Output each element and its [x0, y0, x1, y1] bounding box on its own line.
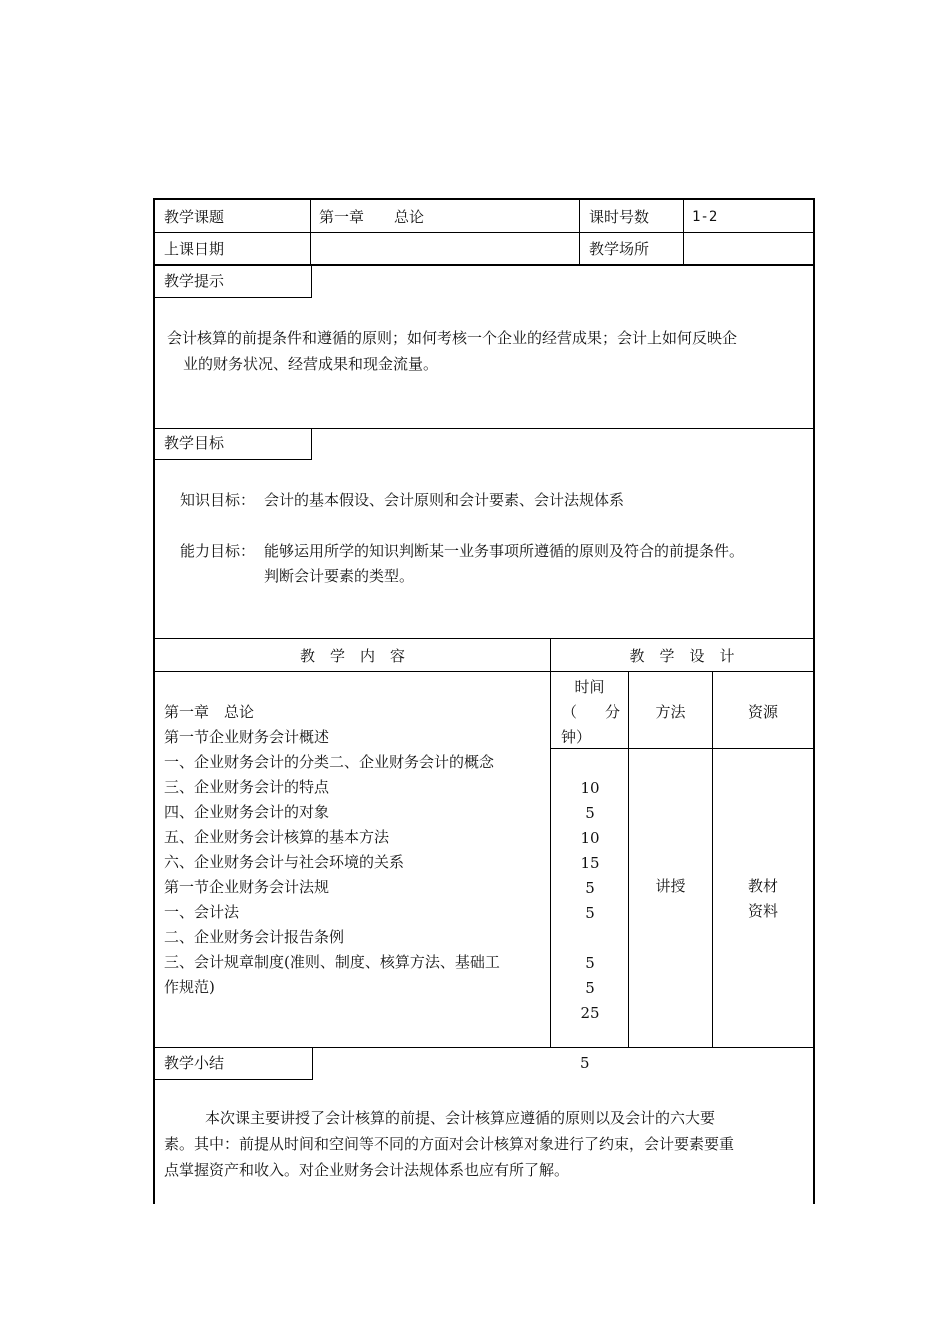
time-value: 15 [580, 854, 600, 872]
knowledge-text: 会计的基本假设、会计原则和会计要素、会计法规体系 [264, 491, 625, 509]
tips-label-box [155, 266, 312, 298]
time-value: 5 [585, 904, 595, 922]
time-header-unit: 分 [605, 703, 621, 721]
content-line: 三、企业财务会计的特点 [164, 778, 330, 796]
lesson-plan-table [153, 198, 815, 1204]
content-line: 一、会计法 [164, 903, 240, 921]
time-value: 25 [580, 1004, 600, 1022]
time-value: 5 [585, 804, 595, 822]
ability-label: 能力目标： [180, 542, 256, 560]
objectives-label-box [155, 429, 312, 460]
time-value: 10 [580, 829, 600, 847]
tips-label: 教学提示 [164, 272, 225, 290]
content-list [164, 700, 546, 1000]
content-line: 第一节企业财务会计概述 [164, 728, 330, 746]
method-header: 方法 [655, 703, 686, 721]
tips-text-line1: 会计核算的前提条件和遵循的原则；如何考核一个企业的经营成果；会计上如何反映企 [167, 329, 738, 347]
content-line: 二、企业财务会计报告条例 [164, 928, 345, 946]
tips-text-line2: 业的财务状况、经营成果和现金流量。 [183, 355, 439, 373]
content-line: 五、企业财务会计核算的基本方法 [164, 828, 390, 846]
time-value [552, 926, 628, 951]
place-label: 教学场所 [589, 240, 650, 258]
section-divider [155, 638, 813, 639]
content-line: 六、企业财务会计与社会环境的关系 [164, 853, 405, 871]
topic-value: 第一章 总论 [319, 208, 425, 226]
resource-value: 资料 [747, 902, 778, 920]
summary-label-box [155, 1048, 313, 1080]
method-value: 讲授 [655, 877, 686, 895]
content-line: 三、会计规章制度(准则、制度、核算方法、基础工 [164, 953, 500, 971]
resource-header: 资源 [747, 703, 778, 721]
content-line: 四、企业财务会计的对象 [164, 803, 330, 821]
time-value: 5 [585, 954, 595, 972]
column-divider [628, 671, 629, 1048]
summary-text-line1: 本次课主要讲授了会计核算的前提、会计核算应遵循的原则以及会计的六大要 [205, 1109, 716, 1127]
row-divider [551, 748, 813, 749]
content-line: 作规范) [164, 978, 215, 996]
content-line: 一、企业财务会计的分类二、企业财务会计的概念 [164, 753, 495, 771]
design-header: 教 学 设 计 [629, 647, 735, 665]
row-divider [155, 232, 813, 233]
time-header-paren: （ [562, 703, 578, 721]
time-value: 10 [580, 779, 600, 797]
summary-text-line3: 点掌握资产和收入。对企业财务会计法规体系也应有所了解。 [164, 1161, 570, 1179]
ability-text-line2: 判断会计要素的类型。 [264, 567, 415, 585]
column-divider [712, 671, 713, 1048]
objectives-label: 教学目标 [164, 434, 225, 452]
topic-label: 教学课题 [164, 208, 225, 226]
summary-time: 5 [580, 1054, 590, 1072]
column-divider [683, 200, 684, 265]
content-line: 第一节企业财务会计法规 [164, 878, 330, 896]
time-list [552, 776, 628, 1026]
time-value: 5 [585, 879, 595, 897]
ability-text-line1: 能够运用所学的知识判断某一业务事项所遵循的原则及符合的前提条件。 [264, 542, 745, 560]
time-header-line3: 钟） [561, 728, 592, 746]
column-divider [579, 200, 580, 265]
date-label: 上课日期 [164, 240, 225, 258]
column-divider [550, 638, 551, 1048]
resource-value: 教材 [747, 877, 778, 895]
time-header-line1: 时间 [574, 678, 605, 696]
content-line: 第一章 总论 [164, 703, 255, 721]
content-header: 教 学 内 容 [299, 647, 405, 665]
knowledge-label: 知识目标： [180, 491, 256, 509]
summary-text-line2: 素。其中：前提从时间和空间等不同的方面对会计核算对象进行了约束，会计要素要重 [164, 1135, 735, 1153]
column-divider [310, 200, 311, 265]
hours-label: 课时号数 [589, 208, 650, 226]
summary-label: 教学小结 [164, 1054, 225, 1072]
time-value: 5 [585, 979, 595, 997]
row-divider [155, 671, 813, 672]
hours-value: 1-2 [692, 209, 718, 225]
